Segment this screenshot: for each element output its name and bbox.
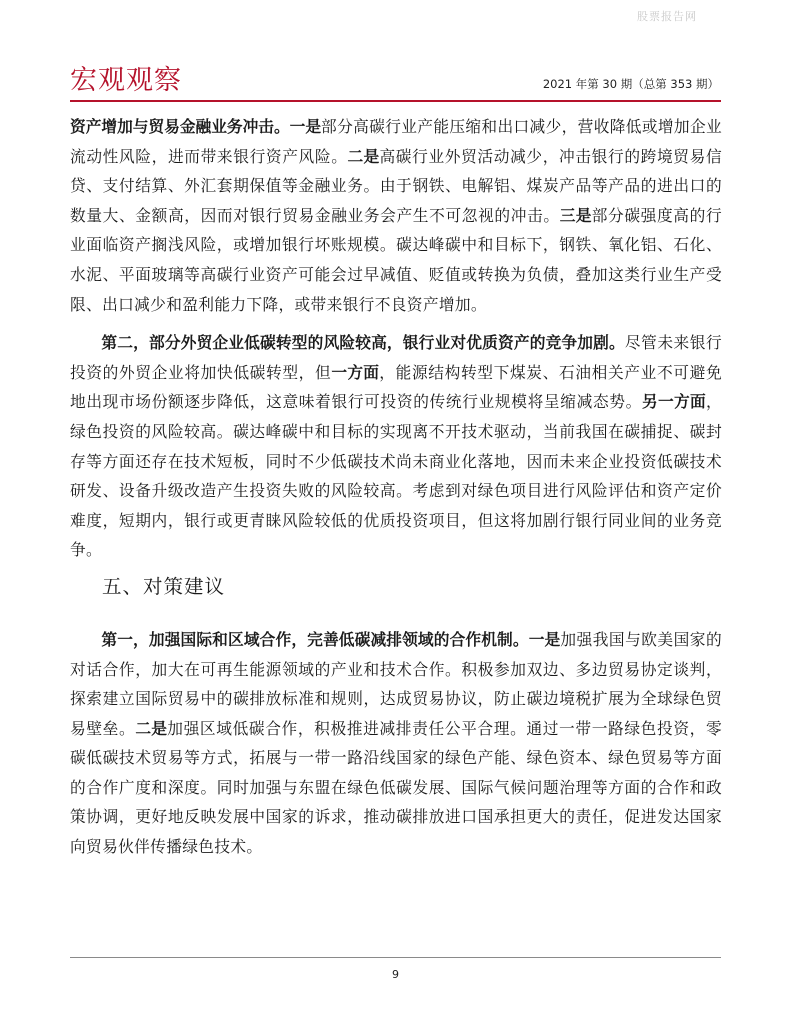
paragraph-2-text-2: ，能源结构转型下煤炭、石油相关产业不可避免地出现市场份额逐步降低，这意味着银行可投资的传统行业规模将呈缩减态势。	[70, 362, 722, 412]
page-number: 9	[392, 968, 399, 981]
paragraph-1	[70, 112, 722, 319]
marker-first: 一是	[289, 117, 322, 136]
marker-first: 一是	[528, 629, 561, 649]
page-header	[70, 60, 721, 100]
paragraph-2-lead: 第二，部分外贸企业低碳转型的风险较高，银行业对优质资产的竞争加剧。	[101, 333, 625, 353]
header-divider	[70, 100, 721, 102]
marker-second: 二是	[135, 718, 168, 738]
paragraph-1-lead: 资产增加与贸易金融业务冲击。	[70, 117, 290, 136]
marker-one-hand: 一方面	[331, 362, 380, 382]
footer-divider	[70, 957, 721, 958]
paragraph-2-text-3: ，绿色投资的风险较高。碳达峰碳中和目标的实现离不开技术驱动，当前我国在碳捕捉、碳封存等方面还存在技术短板，同时不少低碳技术尚未商业化落地，因而未来企业投资低碳技术研发、设备升级改造产生投资失败的风险较高。考虑到对绿色项目进行风险评估和资产定价难度，短期内，银行或更青睐风险较低的优质投资项目，但这将加剧行银行同业间的业务竞争。	[70, 392, 723, 560]
paragraph-1-text-1: 部分高碳行业产能压缩和出口减少，营收降低或增加企业流动性风险，进而带来银行资产风险。	[70, 117, 723, 166]
watermark: 股票报告网	[637, 10, 697, 23]
issue-number: 2021 年第 30 期（总第 353 期）	[542, 77, 719, 91]
paragraph-3-text-2: 加强区域低碳合作，积极推进减排责任公平合理。通过一带一路绿色投资，零碳低碳技术贸易等方式，拓展与一带一路沿线国家的绿色产能、绿色资本、绿色贸易等方面的合作广度和深度。同时加强与东盟在绿色低碳发展、国际气候问题治理等方面的合作和政策协调，更好地反映发展中国家的诉求，推动碳排放进口国承担更大的责任，促进发达国家向贸易伙伴传播绿色技术。	[70, 718, 723, 857]
marker-second: 二是	[347, 146, 380, 166]
paragraph-1-text-3: 部分碳强度高的行业面临资产搁浅风险，或增加银行坏账规模。碳达峰碳中和目标下，钢铁、氧化铝、石化、水泥、平面玻璃等高碳行业资产可能会过早减值、贬值或转换为负债，叠加这类行业生产受限、出口减少和盈利能力下降，或带来银行不良资产增加。	[70, 205, 722, 314]
section-heading: 五、对策建议	[102, 574, 226, 598]
paragraph-2	[70, 328, 722, 565]
paragraph-3-lead: 第一，加强国际和区域合作，完善低碳减排领域的合作机制。	[101, 629, 529, 649]
paragraph-3	[70, 625, 722, 862]
paragraph-1-text-2: 高碳行业外贸活动减少，冲击银行的跨境贸易信贷、支付结算、外汇套期保值等金融业务。由于钢铁、电解铝、煤炭产品等产品的进出口的数量大、金额高，因而对银行贸易金融业务会产生不可忽视的冲击。	[70, 146, 722, 225]
article-body	[70, 112, 722, 862]
marker-other-hand: 另一方面	[641, 392, 706, 412]
publication-title: 宏观观察	[70, 65, 182, 96]
paragraph-3-text-1: 加强我国与欧美国家的对话合作，加大在可再生能源领域的产业和技术合作。积极参加双边、多边贸易协定谈判，探索建立国际贸易中的碳排放标准和规则，达成贸易协议，防止碳边境税扩展为全球绿色贸易壁垒。	[70, 629, 723, 738]
paragraph-2-text-1: 尽管未来银行投资的外贸企业将加快低碳转型，但	[70, 333, 722, 382]
marker-third: 三是	[559, 205, 592, 225]
